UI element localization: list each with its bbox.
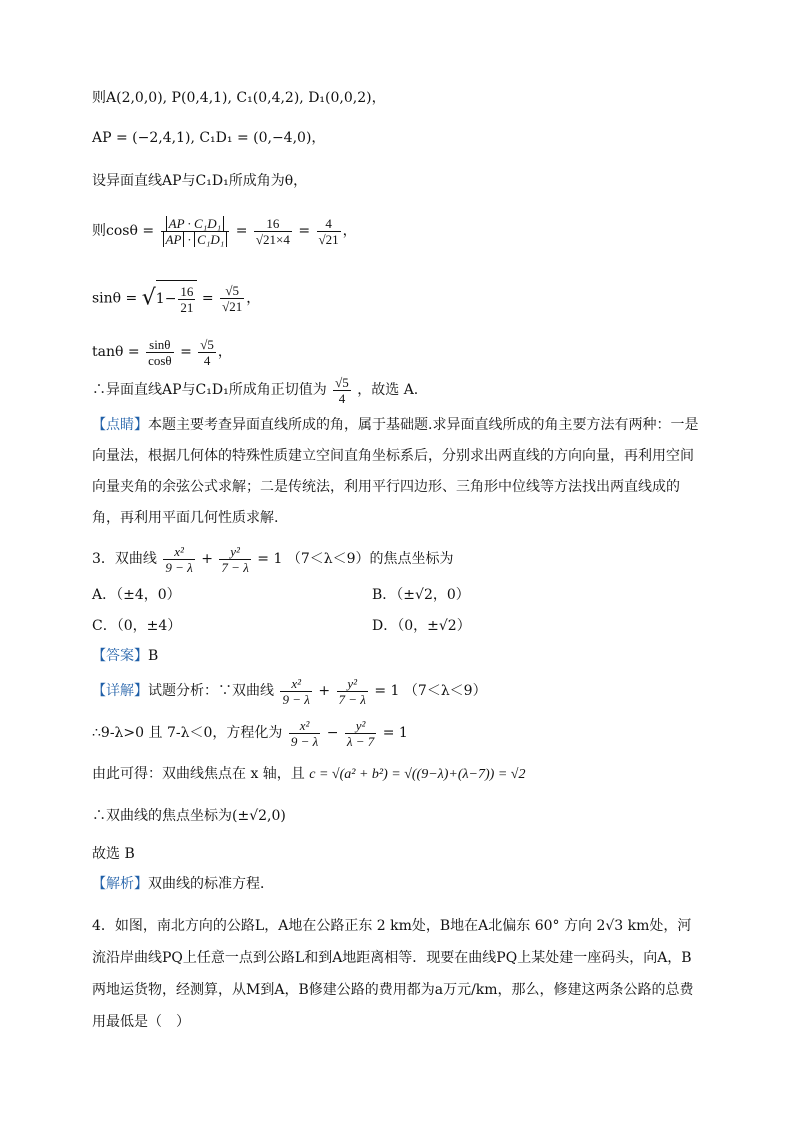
tan-formula: tanθ = $\frac{\sin\theta}{\cos\theta}$ = $\frac{√5}{4}$ ，: [92, 336, 232, 368]
angle-setup-line: [92, 171, 307, 191]
cos-result-fraction: [317, 216, 341, 247]
cos-r-num: 4: [317, 216, 341, 232]
cos-prefix: 则cosθ =: [92, 223, 155, 239]
q3-option-a-label: A．（±4，0）: [92, 587, 181, 603]
q3-lead: 3．双曲线: [92, 551, 157, 567]
sin-result-fraction: [220, 283, 244, 314]
comment-tag: 【点睛】: [92, 417, 148, 433]
detail-tag: 【详解】: [92, 683, 148, 699]
cos-formula: 则cosθ = $\frac{\text{AP · C₁D₁}}{\text{AP · C₁D₁}}$ = $\frac{16}{√21\times 4}$ = $\frac{4}{√21}$ ，: [92, 215, 357, 247]
comment-paragraph: [92, 410, 702, 534]
tan-r-num: √5: [200, 336, 214, 352]
q3-option-a[interactable]: [92, 584, 181, 604]
tan-result-fraction: [198, 337, 216, 368]
q3-option-d[interactable]: [372, 615, 471, 635]
conclusion-den: 4: [338, 390, 346, 406]
analysis-text: 双曲线的标准方程．: [148, 876, 274, 892]
q3-analysis-line: [92, 874, 274, 894]
q3-option-c[interactable]: [92, 615, 181, 635]
q3-stem: 3．双曲线 $\frac{\text{x²}}{9 - \lambda}$ + $\frac{\text{y²}}{7 - \lambda}$ = 1 （7＜λ＜9）的焦点坐标为: [92, 543, 454, 575]
sin-r-num: √5: [220, 283, 244, 299]
answer-tag: 【答案】: [92, 648, 148, 664]
angle-setup-text: 设异面直线AP与C₁D₁所成角为θ，: [92, 173, 308, 189]
coords-text: 则A(2,0,0), P(0,4,1), C₁(0,4,2), D₁(0,0,2)，: [92, 90, 386, 106]
cos-den: √21×4: [255, 231, 290, 247]
q3-detail-line-1: 【详解】试题分析：∵双曲线 $\frac{\text{x²}}{9 - \lambda}$ + $\frac{\text{y²}}{7 - \lambda}$ = 1 （7＜λ＜9）: [92, 675, 487, 707]
conclusion-text-b: ，故选 A.: [357, 382, 419, 398]
detail-b: ∴9-λ>0 且 7-λ＜0，方程化为: [92, 725, 283, 741]
sin-inner-num: 16: [180, 283, 194, 299]
tan-fraction: [146, 337, 174, 368]
sin-formula: sinθ = √1− $\frac{16}{21}$ = $\frac{√5}{√21}$ ，: [92, 280, 260, 317]
conclusion-text-a: ∴异面直线AP与C₁D₁所成角正切值为: [92, 382, 327, 398]
tan-num: sinθ: [146, 337, 174, 353]
detail-c: 由此可得：双曲线焦点在 x 轴，且: [92, 766, 305, 782]
detail-a-tail: （7＜λ＜9）: [403, 683, 487, 699]
vectors-line: [92, 128, 325, 148]
q4-text: 4．如图，南北方向的公路L，A地在公路正东 2 km处，B地在A北偏东 60° 方向 2√3 km处，河流沿岸曲线PQ上任意一点到公路L和到A地距离相等．现要在曲线PQ上某处建一座码头，向A，B两地运货物，经测算，从M到A，B修建公路的费用都为a万元/km，那么，修建这两条公路的总费用最低是（ ）: [92, 918, 694, 1030]
answer-value: B: [148, 648, 159, 664]
analysis-tag: 【解析】: [92, 876, 148, 892]
detail-c-math: c = √(a² + b²) = √((9−λ)+(λ−7)) = √2: [309, 767, 526, 782]
cos-num: 16: [254, 216, 292, 232]
sin-inner-den: 21: [180, 299, 194, 315]
sin-r-den: √21: [222, 299, 243, 314]
q3-option-d-label: D．（0，±√2）: [372, 618, 471, 634]
tan-den: cosθ: [148, 352, 172, 368]
coords-line: [92, 88, 386, 108]
q3-frac-y: $\frac{\text{y²}}{7 - \lambda}$: [221, 543, 249, 575]
q3-frac-x: $\frac{\text{x²}}{9 - \lambda}$: [165, 543, 193, 575]
cos-value-fraction: [254, 216, 292, 247]
q3-option-b-label: B．（±√2，0）: [372, 587, 470, 603]
q3-answer-line: [92, 646, 158, 666]
conclusion-fraction: [333, 375, 351, 406]
q3-detail-line-5: [92, 844, 135, 864]
cos-vector-fraction: $\frac{\text{AP · C₁D₁}}{\text{AP · C₁D₁}}$: [161, 216, 230, 247]
comment-text: 本题主要考查异面直线所成的角，属于基础题.求异面直线所成的角主要方法有两种：一是向量法，根据几何体的特殊性质建立空间直角坐标系后，分别求出两直线的方向向量，再利用空间向量夹角的余弦公式求解；二是传统法，利用平行四边形、三角形中位线等方法找出两直线成的角，再利用平面几何性质求解.: [92, 417, 699, 526]
q3-detail-line-3: [92, 764, 525, 785]
sin-prefix: sinθ =: [92, 290, 138, 307]
q3-option-c-label: C．（0，±4）: [92, 618, 182, 634]
detail-d: ∴双曲线的焦点坐标为(±√2,0): [92, 808, 286, 824]
q3-detail-line-2: ∴9-λ>0 且 7-λ＜0，方程化为 $\frac{\text{x²}}{9 - \lambda}$ − $\frac{\text{y²}}{\lambda - 7}$ = 1: [92, 717, 408, 749]
cos-r-den: √21: [318, 231, 339, 247]
q4-paragraph: [92, 910, 702, 1038]
conclusion-line: [92, 374, 418, 406]
detail-a: 试题分析：∵双曲线: [148, 683, 274, 699]
tan-prefix: tanθ =: [92, 344, 140, 360]
vectors-text: AP = (−2,4,1), C₁D₁ = (0,−4,0)，: [92, 130, 326, 146]
q3-detail-line-4: [92, 806, 286, 826]
detail-e: 故选 B: [92, 846, 135, 862]
conclusion-num: √5: [335, 374, 349, 390]
tan-r-den: 4: [203, 352, 211, 368]
q3-option-b[interactable]: [372, 584, 470, 604]
q3-tail: （7＜λ＜9）的焦点坐标为: [286, 551, 454, 567]
